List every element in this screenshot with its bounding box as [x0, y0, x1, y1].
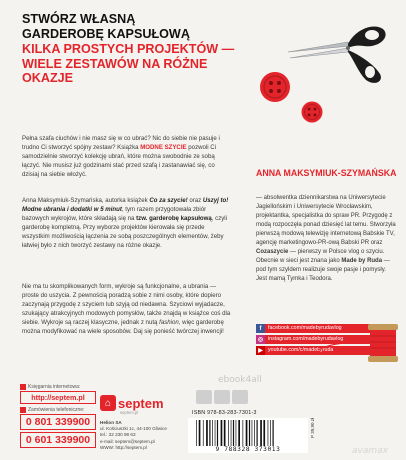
barcode-bar	[217, 420, 218, 446]
scissors-blades	[288, 42, 350, 58]
barcode-bar	[270, 420, 271, 446]
badge-icon	[196, 390, 212, 404]
barcode-bar	[224, 420, 226, 446]
publisher-logo	[100, 392, 164, 414]
barcode-bar	[212, 420, 213, 446]
barcode-bar	[243, 420, 244, 446]
barcode-bar	[199, 420, 201, 446]
imprint-line: ul. Kościuszki 1c, 44-100 Gliwice	[100, 426, 167, 432]
phone-icon	[20, 407, 26, 413]
bio-madebyruda: Made by Ruda	[341, 258, 383, 264]
barcode-bar	[268, 420, 269, 446]
imprint-line: WWW: http://septem.pl	[100, 444, 147, 450]
cart-icon	[20, 384, 26, 390]
button-illustration-small	[300, 100, 324, 124]
barcode-bar	[273, 420, 274, 446]
intro-paragraph-2	[22, 196, 232, 250]
intro-p2-text-a: Anna Maksymiuk-Szymańska, autorka książek	[22, 197, 150, 204]
contact-block	[20, 384, 96, 448]
headline-line-2: GARDEROBĘ KAPSUŁOWĄ	[22, 26, 190, 41]
barcode-bar	[221, 420, 223, 446]
bio-text-a: — absolwentka dziennikarstwa na Uniwersytecie Jagiellońskim i Uniwersytecie Wrocławskim, projektantka, specjalistka do spraw PR. Przygodę z modą rozpoczęła ponad dziesięć lat temu. Stworzyła pierwszą modową telewizję internetową Babskie TV, agencję marketingowo-PR-ową Babski PR oraz	[256, 195, 396, 246]
shop-label: Księgarnia internetowa:	[20, 384, 96, 390]
intro-p2-text-c: oraz	[187, 197, 203, 204]
button-illustration-large	[258, 70, 292, 104]
barcode-bar	[252, 420, 253, 446]
phone-number-1[interactable]: 0 801 339900	[20, 414, 96, 430]
intro-p2-capsule: tzw. garderobę kapsułową	[136, 215, 212, 223]
intro-p3-fashion: fashion	[159, 319, 179, 327]
badge-icon	[214, 390, 230, 404]
youtube-icon: ▶	[256, 346, 265, 355]
intro-p2-title-1: Co za szycie!	[149, 197, 188, 204]
certification-badges	[196, 390, 248, 404]
scissors-handles	[348, 26, 386, 82]
barcode-bar	[206, 420, 208, 446]
barcode-bar	[215, 420, 216, 446]
corner-watermark: avamax	[352, 446, 388, 456]
barcode-bar	[203, 420, 204, 446]
imprint-line: e-mail: septem@septem.pl	[100, 438, 155, 444]
barcode-bar	[257, 420, 258, 446]
bio-text-e: — pod tym szyldem realizuje swoje pasje i pomysły. Jest mamą Tymka i Teodora.	[256, 258, 390, 282]
septem-wordmark: septem	[118, 395, 164, 411]
headline-line-1: STWÓRZ WŁASNĄ	[22, 12, 136, 26]
facebook-icon: f	[256, 324, 265, 333]
youtube-link[interactable]: youtube.com/c/madebyruda	[265, 346, 394, 355]
publisher-imprint	[100, 420, 167, 451]
intro-p2-title-2: Uszyj to! Modne ubrania i dodatki w 5 minut	[22, 197, 229, 214]
intro-paragraph-3	[22, 282, 232, 336]
intro-p1-text-a: Pełna szafa ciuchów i nie masz się w co ubrać? Nic do siebie nie pasuje i trudno Ci stworzyć spójny zestaw? Książka	[22, 135, 220, 152]
instagram-link[interactable]: instagram.com/madebyrudavlog	[265, 335, 394, 344]
instagram-icon: ◎	[257, 337, 264, 343]
back-cover-headline	[22, 12, 272, 86]
septem-logo-icon: ⌂	[100, 395, 116, 411]
headline-line-4: WIELE ZESTAWÓW NA RÓŻNE	[22, 56, 208, 71]
isbn-label: ISBN 978-83-283-7301-3	[192, 410, 257, 416]
badge-icon	[232, 390, 248, 404]
barcode-bar	[260, 420, 262, 446]
ebook-watermark: ebook4all	[218, 375, 262, 385]
barcode-bar	[233, 420, 234, 446]
bio-text-c: — pierwszy w Polsce vlog o szyciu. Obecnie w sieci jest znana jako	[256, 249, 385, 264]
intro-paragraph-1	[22, 134, 232, 179]
barcode-bar	[263, 420, 265, 446]
price-label: P 39,90 zł	[310, 418, 315, 438]
shop-url[interactable]: http://septem.pl	[20, 391, 96, 404]
bio-cozaszycie: Cozaszycie	[256, 249, 289, 255]
phone-number-2[interactable]: 0 601 339900	[20, 432, 96, 448]
barcode-bar	[231, 420, 232, 446]
thread-spool-illustration	[318, 310, 406, 372]
barcode-bar	[246, 420, 248, 446]
barcode-bar	[236, 420, 237, 446]
intro-p1-book-title: MODNE SZYCIE	[140, 144, 187, 152]
barcode-bar	[196, 420, 197, 446]
barcode-bar	[209, 420, 210, 446]
barcode-number: 9 788328 373013	[188, 446, 308, 453]
headline-line-5: OKAZJE	[22, 71, 74, 86]
scissors-illustration	[278, 8, 398, 94]
headline-line-3: KILKA PROSTYCH PROJEKTÓW —	[22, 41, 235, 56]
imprint-line: tel.: 32 230 98 63	[100, 432, 136, 438]
facebook-link[interactable]: facebook.com/madebyrudavlog	[265, 324, 394, 333]
intro-p2-text-e: , czyli garderobę kompletną. Przy wyborze projektów kierowała się przede wszystkim możliwością łączenia ze sobą poszczególnych elementów, żeby łatwiej było z nich tworzyć zestawy na różne okazje.	[22, 215, 228, 250]
barcode-bar	[249, 420, 250, 446]
author-name: ANNA MAKSYMIUK-SZYMAŃSKA	[256, 168, 397, 178]
author-bio	[256, 194, 398, 284]
barcode-bar	[238, 420, 240, 446]
imprint-line: Helion SA	[100, 420, 122, 425]
scissors-pivot	[346, 46, 350, 50]
intro-p3-text-a: Nie ma tu skomplikowanych form, wykroje są funkcjonalne, a ubrania — proste do uszycia. Z pewnością poradzą sobie z nimi osoby, które dopiero zaczynają przygodę z szyciem lub szyją od niedawna. Szyciowi wyjadacze, szukający atrakcyjnych modowych pomysłów, także znajdą w książce coś dla siebie. Wykroje są raczej klasyczne, jednak z nutą	[22, 283, 231, 327]
intro-p3-text-b: , więc garderobę można modyfikować na wiele sposobów. Daj się ponieść twórczej inwencji!	[22, 319, 224, 336]
barcode-bar	[254, 420, 255, 446]
barcode-bar	[228, 420, 229, 446]
phone-label: Zamówienia telefoniczne:	[20, 407, 96, 413]
septem-logo-url: septem.pl	[120, 410, 139, 415]
intro-p2-text-d: , tym razem przygotowała zbiór bazowych wykrojów, które składają się na	[22, 206, 207, 223]
intro-p1-text-b: pozwoli Ci samodzielnie stworzyć kolekcję ubrań, które można swobodnie ze sobą łączyć. Nie musisz już godzinami stać przed szafą i zastanawiać się, co dzisiaj na siebie włożyć.	[22, 144, 217, 179]
